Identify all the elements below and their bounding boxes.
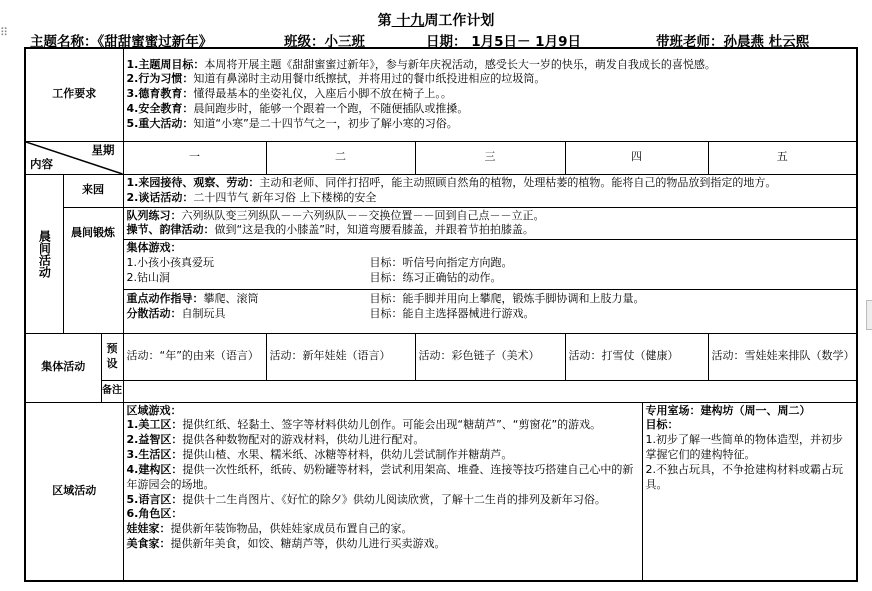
requirement-item: 5.重大活动：知道“小寒”是二十四节气之一，初步了解小寒的习俗。 [126, 117, 458, 131]
day-wednesday: 三 [415, 141, 565, 174]
day-tuesday: 二 [266, 141, 415, 174]
area-item: 5.语言区：提供十二生肖图片、《好忙的除夕》供幼儿阅读欣赏，了解十二生肖的排列及新年习俗。 [126, 492, 606, 506]
day-monday: 一 [123, 141, 266, 174]
requirement-item: 2.行为习惯：知道有鼻涕时主动用餐巾纸擦拭，并将用过的餐巾纸投进相应的垃圾筒。 [126, 72, 546, 86]
arrival-content: 1.来园接待、观察、劳动：主动和老师、同伴打招呼，能主动照顾自然角的植物，处理枯萎的植物。能将自己的物品放到指定的地方。 2.谈话活动：二十四节气 新年习俗 上下楼梯的安全 [123, 174, 857, 207]
area-item: 美食家：提供新年美食，如饺、糖葫芦等，供幼儿进行买卖游戏。 [126, 537, 446, 551]
game-item: 1.小孩小孩真爱玩 目标：听信号向指定方向跑。 [126, 256, 513, 270]
area-item: 3.生活区：提供山楂、水果、糯米纸、冰糖等材料，供幼儿尝试制作并糖葫芦。 [126, 448, 513, 462]
activity-thursday: 活动：打雪仗（健康） [565, 333, 708, 380]
special-room-content: 专用室场：建构坊（周一、周二） 目标： 1.初步了解一些简单的物体造型，并初步掌握它们的建构特征。 2.不独占玩具，不争抢建构材料或霸占玩具。 [642, 402, 857, 581]
week-plan-table [24, 47, 858, 582]
activity-wednesday: 活动：彩色链子（美术） [415, 333, 565, 380]
weekday-corner [25, 141, 123, 174]
requirement-item: 4.安全教育：晨间跑步时，能够一个跟着一个跑，不随便插队或推搡。 [126, 102, 469, 116]
page-title: 第 十九周工作计划 [377, 13, 495, 29]
area-item: 2.益智区：提供各种数物配对的游戏材料，供幼儿进行配对。 [126, 433, 425, 447]
note-label: 备注 [101, 380, 123, 402]
group-activity-label: 集体活动 [25, 333, 101, 402]
note-row [25, 380, 857, 402]
exercise-label: 晨间锻炼 [63, 207, 123, 333]
week-number: 十九 [391, 13, 425, 29]
weekday-row [25, 141, 857, 174]
area-item: 娃娃家：提供新年装饰物品，供娃娃家成员布置自己的家。 [126, 522, 413, 536]
area-item: 6.角色区： [126, 507, 183, 521]
morning-label: 晨间活动 [25, 174, 63, 333]
weekday-corner-bottom: 内容 [30, 156, 53, 171]
activity-friday: 活动：雪娃娃来排队（数学） [708, 333, 857, 380]
day-thursday: 四 [565, 141, 708, 174]
requirements-row [25, 48, 857, 141]
date-range: 日期： 1月5日－ 1月9日 [426, 34, 581, 50]
requirements-content [123, 48, 857, 141]
requirement-item: 1.主题周目标：本周将开展主题《甜甜蜜蜜过新年》，参与新年庆祝活动，感受长大一岁的快乐，萌发自我成长的喜悦感。 [126, 57, 716, 71]
area-activity-label: 区域活动 [25, 402, 123, 581]
preview-label: 预设 [101, 333, 123, 380]
arrival-label: 来园 [63, 174, 123, 207]
drag-handle-icon[interactable]: ⠿ [0, 26, 9, 39]
class-name: 班级：小三班 [284, 34, 365, 50]
scroll-handle[interactable] [866, 300, 872, 330]
weekday-corner-top: 星期 [91, 142, 115, 157]
requirements-label: 工作要求 [25, 48, 123, 141]
area-item: 1.美工区：提供红纸、轻黏土、签字等材料供幼儿创作。可能会出现“糖葫芦”、“剪窗花”的游戏。 [126, 418, 602, 432]
area-item: 4.建构区：提供一次性纸杯，纸砖、奶粉罐等材料，尝试利用架高、堆叠、连接等技巧搭建自己心中的新年游园会的场地。 [126, 462, 634, 491]
exercise-content: 队列练习：六列纵队变三列纵队－－六列纵队－－交换位置－－回到自己点－－立正。 操节、韵律活动：做到“这是我的小膝盖”时，知道弯腰看膝盖，并跟着节拍拍膝盖。 集体游戏： 1.小孩小孩真爱玩 目标：听信号向指定方向跑。 2.钻山洞 目标：练习正确钻的动作。 重点动作指导：攀爬、滚筒 目标：能手脚并用向上攀爬，锻炼手脚协调和上肢力量。 分散活动：自制玩具 目标：能自主选择器械进行游戏。 [123, 207, 857, 333]
requirement-item: 3.德育教育：懂得最基本的坐姿礼仪，入座后小脚不放在椅子上。。 [126, 87, 452, 101]
arrival-row [25, 174, 857, 207]
day-friday: 五 [708, 141, 857, 174]
activity-monday: 活动：“年”的由来（语言） [123, 333, 266, 380]
note-content [123, 380, 857, 402]
area-games-content: 区域游戏： 1.美工区：提供红纸、轻黏土、签字等材料供幼儿创作。可能会出现“糖葫芦”、“剪窗花”的游戏。 2.益智区：提供各种数物配对的游戏材料，供幼儿进行配对。 3.生活区：提供山楂、水果、糯米纸、冰糖等材料，供幼儿尝试制作并糖葫芦。 4.建构区：提供一次性纸杯，纸砖、奶粉罐等材料，尝试利用架高、堆叠、连接等技巧搭建自己心中的新年游园会的场地。 5.语言区：提供十二生肖图片、《好忙的除夕》供幼儿阅读欣赏，了解十二生肖的排列及新年习俗。 6.角色区： 娃娃家：提供新年装饰物品，供娃娃家成员布置自己的家。 美食家：提供新年美食，如饺、糖葫芦等，供幼儿进行买卖游戏。 [123, 402, 642, 581]
area-activity-row [25, 402, 857, 581]
theme-name: 主题名称：《甜甜蜜蜜过新年》 [30, 34, 213, 50]
game-item: 2.钻山洞 目标：练习正确钻的动作。 [126, 270, 502, 284]
exercise-row [25, 207, 857, 333]
teachers: 带班老师：孙晨燕 杜云熙 [656, 34, 810, 50]
group-activity-row [25, 333, 857, 380]
activity-tuesday: 活动：新年娃娃（语言） [266, 333, 415, 380]
